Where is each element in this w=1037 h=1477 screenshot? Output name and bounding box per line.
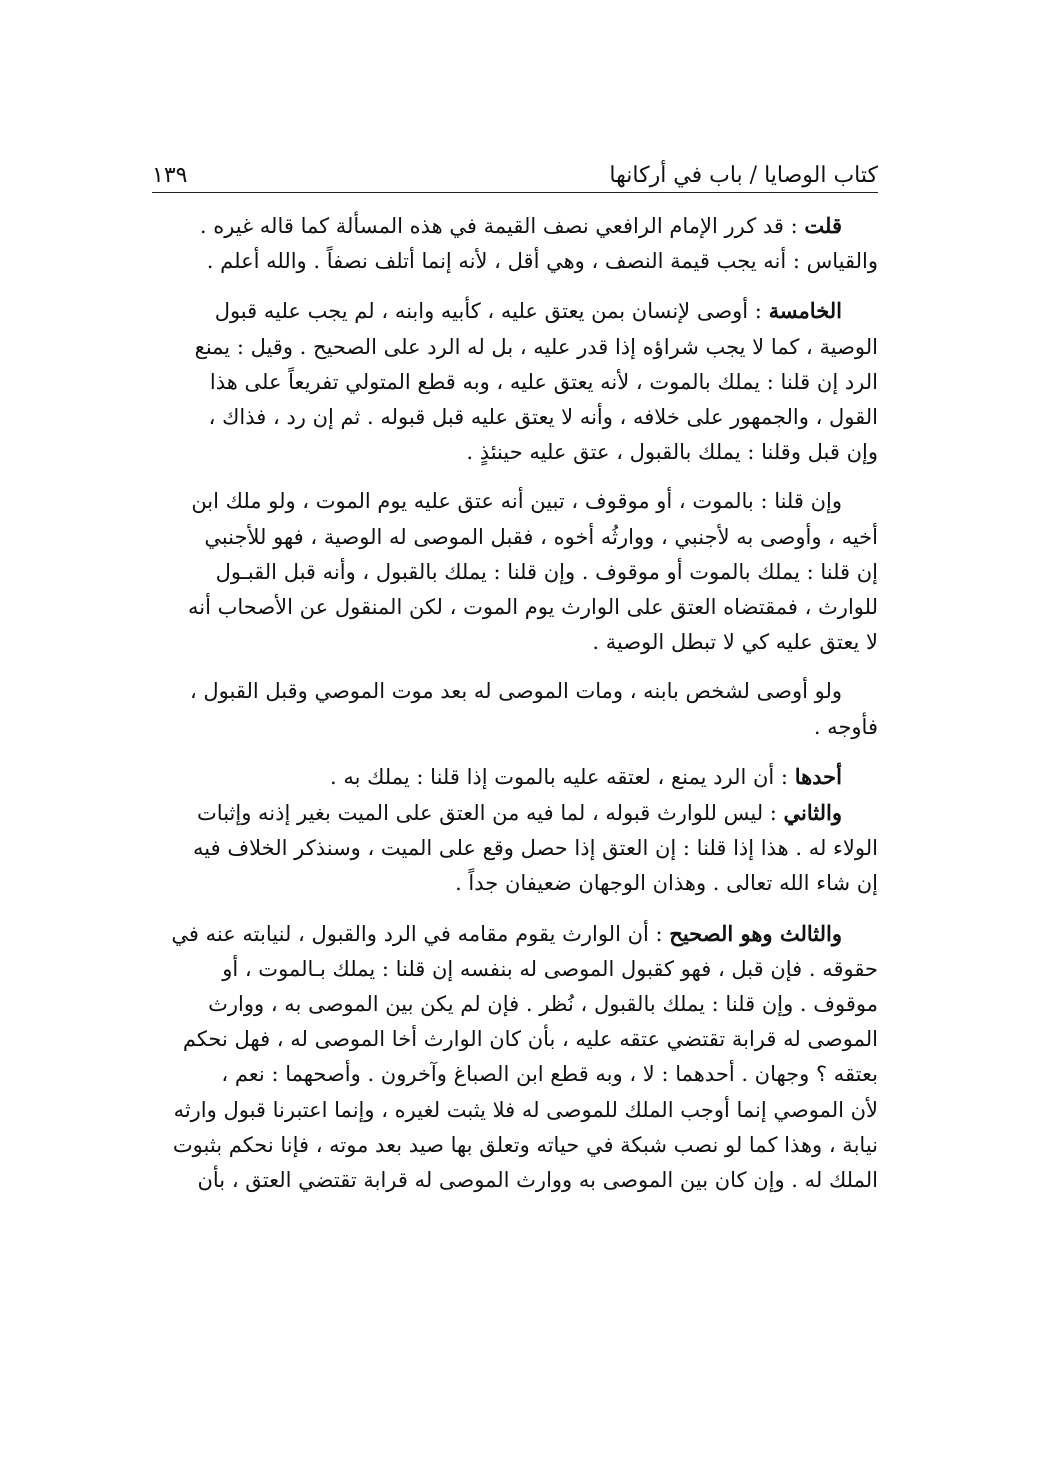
running-title: كتاب الوصايا / باب في أركانها: [609, 163, 878, 188]
text-line: نيابة ، وهذا كما لو نصب شبكة في حياته وتعلق بها صيد بعد موته ، فإنا نحكم بثبوت: [172, 1132, 878, 1157]
text-line: موقوف . وإن قلنا : يملك بالقبول ، نُظر . فإن لم يكن بين الموصى به ، ووارث: [208, 992, 878, 1017]
paragraph-thani: [152, 795, 878, 902]
paragraph-qult: [152, 208, 878, 279]
paragraph-law-awsa: [152, 674, 878, 744]
paragraph-ahaduha: [152, 759, 878, 795]
header-rule: [152, 192, 878, 193]
text-line: حقوقه . فإن قبل ، فهو كقبول الموصى له بنفسه إن قلنا : يملك بـالموت ، أو: [222, 956, 878, 981]
text-line: فأوجه .: [813, 714, 878, 739]
text-line: الخامسة : أوصى لإنسان بمن يعتق عليه ، كأبيه وابنه ، لم يجب عليه قبول: [214, 298, 842, 324]
paragraph-khamisa: [152, 293, 878, 470]
text-line: لا يعتق عليه كي لا تبطل الوصية .: [592, 630, 878, 655]
page-number: ١٣٩: [152, 163, 188, 188]
text-line: والقياس : أنه يجب قيمة النصف ، وهي أقل ، لأنه إنما أتلف نصفاً . والله أعلم .: [206, 249, 878, 274]
text-line: الرد إن قلنا : يملك بالموت ، لأنه يعتق عليه ، وبه قطع المتولي تفريعاً على هذا: [209, 369, 878, 394]
text-line: الملك له . وإن كان بين الموصى به ووارث الموصى له قرابة تقتضي العتق ، بأن: [197, 1168, 878, 1193]
paragraph-lead: والثالث وهو الصحيح: [669, 920, 842, 946]
text-line: إن شاء الله تعالى . وهذان الوجهان ضعيفان جداً .: [455, 871, 878, 896]
paragraph-lead: والثاني: [783, 800, 842, 826]
paragraph-lead: أحدها: [794, 763, 842, 789]
page-header: [152, 148, 878, 188]
text-line: قلت : قد كرر الإمام الرافعي نصف القيمة في هذه المسألة كما قاله غيره .: [199, 213, 842, 238]
text-line: والثاني : ليس للوارث قبوله ، لما فيه من العتق على الميت بغير إذنه وإثبات: [197, 800, 842, 826]
text-line: والثالث وهو الصحيح : أن الوارث يقوم مقامه في الرد والقبول ، لنيابته عنه في: [171, 920, 842, 946]
text-line: أخيه ، وأوصى به لأجنبي ، ووارثُه أخوه ، فقبل الموصى له الوصية ، فهو للأجنبي: [204, 524, 878, 549]
text-line: ولو أوصى لشخص بابنه ، ومات الموصى له بعد موت الموصي وقبل القبول ،: [189, 679, 842, 704]
text-line: وإن قلنا : بالموت ، أو موقوف ، تبين أنه عتق عليه يوم الموت ، ولو ملك ابن: [191, 489, 842, 514]
text-line: لأن الموصي إنما أوجب الملك للموصى له فلا يثبت لغيره ، وإنما اعتبرنا قبول وارثه: [173, 1097, 878, 1122]
paragraph-lead: الخامسة: [768, 298, 842, 324]
text-line: القول ، والجمهور على خلافه ، وأنه لا يعتق عليه قبل قبوله . ثم إن رد ، فذاك ،: [208, 405, 878, 430]
text-line: إن قلنا : يملك بالموت أو موقوف . وإن قلنا : يملك بالقبول ، وأنه قبل القبـول: [215, 559, 878, 584]
page-body: [152, 208, 878, 1198]
text-line: الوصية ، كما لا يجب شراؤه إذا قدر عليه ، بل له الرد على الصحيح . وقيل : يمنع: [194, 334, 878, 359]
text-line: الولاء له . هذا إذا قلنا : إن العتق إذا حصل وقع على الميت ، وسنذكر الخلاف فيه: [193, 836, 878, 861]
text-line: للوارث ، فمقتضاه العتق على الوارث يوم الموت ، لكن المنقول عن الأصحاب أنه: [188, 595, 878, 620]
text-line: وإن قبل وقلنا : يملك بالقبول ، عتق عليه حينئذٍ .: [466, 440, 878, 465]
text-line: أحدها : أن الرد يمنع ، لعتقه عليه بالموت إذا قلنا : يملك به .: [329, 763, 842, 789]
paragraph-lead: قلت: [804, 213, 842, 238]
paragraph-thalith: [152, 916, 878, 1199]
text-line: الموصى له قرابة تقتضي عتقه عليه ، بأن كان الوارث أخا الموصى له ، فهل نحكم: [182, 1027, 878, 1052]
paragraph-in-qulna: [152, 484, 878, 660]
text-line: بعتقه ؟ وجهان . أحدهما : لا ، وبه قطع ابن الصباغ وآخرون . وأصحهما : نعم ،: [221, 1062, 878, 1087]
